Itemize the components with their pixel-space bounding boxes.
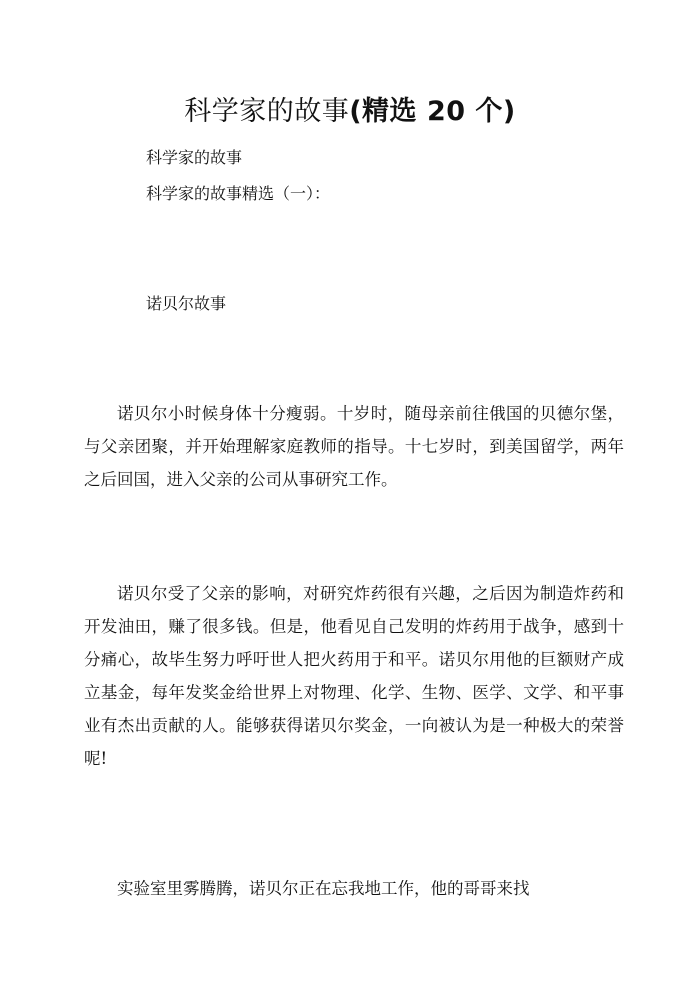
title-suffix: (精选 20 个) xyxy=(349,96,516,127)
paragraph-3: 实验室里雾腾腾，诺贝尔正在忘我地工作，他的哥哥来找 xyxy=(117,879,530,898)
subtitle: 科学家的故事 xyxy=(146,148,243,167)
section-heading: 科学家的故事精选（一）： xyxy=(146,184,331,203)
title-main: 科学家的故事 xyxy=(184,96,350,127)
story-title: 诺贝尔故事 xyxy=(146,294,227,313)
paragraph-1: 诺贝尔小时候身体十分瘦弱。十岁时，随母亲前往俄国的贝德尔堡，与父亲团聚，并开始理解家庭教师的指导。十七岁时，到美国留学，两年之后回国，进入父亲的公司从事研究工作。 xyxy=(84,404,624,489)
document-title xyxy=(0,92,700,132)
paragraph-2: 诺贝尔受了父亲的影响，对研究炸药很有兴趣，之后因为制造炸药和开发油田，赚了很多钱。但是，他看见自己发明的炸药用于战争，感到十分痛心，故毕生努力呼吁世人把火药用于和平。诺贝尔用他的巨额财产成立基金，每年发奖金给世界上对物理、化学、生物、医学、文学、和平事业有杰出贡献的人。能够获得诺贝尔奖金，一向被认为是一种极大的荣誉呢! xyxy=(84,584,624,768)
